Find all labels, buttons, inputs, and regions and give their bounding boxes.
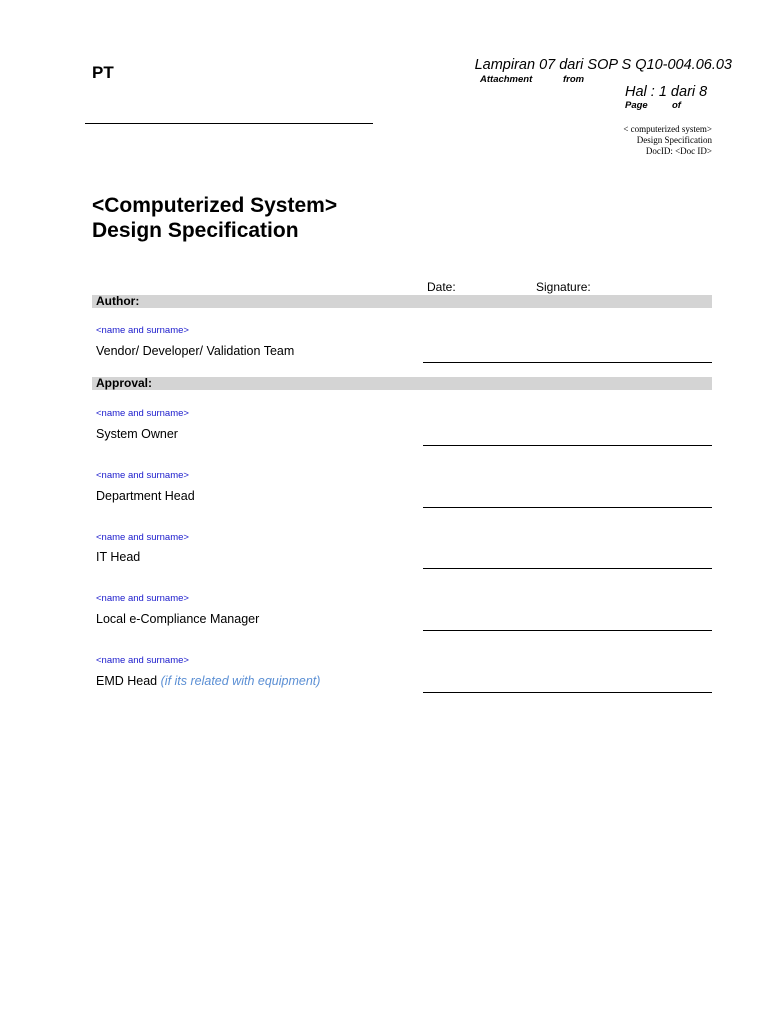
title-line-system: <Computerized System> [92,194,338,217]
department-head-name-placeholder[interactable]: <name and surname> [96,470,189,481]
company-underline [85,123,373,124]
compliance-manager-name-placeholder[interactable]: <name and surname> [96,593,189,604]
it-head-role: IT Head [96,550,141,564]
author-name-placeholder[interactable]: <name and surname> [96,325,189,336]
author-section-bar [92,295,712,308]
department-head-role: Department Head [96,489,195,503]
meta-doc-id: DocID: <Doc ID> [645,146,712,156]
emd-head-role: EMD Head [96,674,158,688]
system-owner-signature-line[interactable] [423,445,712,446]
author-heading: Author: [96,294,140,308]
emd-head-signature-line[interactable] [423,692,712,693]
of-label: of [672,100,681,111]
approval-heading: Approval: [96,376,153,390]
compliance-manager-role: Local e-Compliance Manager [96,612,260,626]
page-number: Hal : 1 dari 8 [625,84,708,100]
emd-head-note: (if its related with equipment) [160,674,321,688]
system-owner-role: System Owner [96,427,178,441]
it-head-name-placeholder[interactable]: <name and surname> [96,532,189,543]
it-head-signature-line[interactable] [423,568,712,569]
author-signature-line[interactable] [423,362,712,363]
attachment-label: Attachment [480,74,533,85]
author-role: Vendor/ Developer/ Validation Team [96,344,295,358]
meta-document: Design Specification [636,135,712,145]
attachment-reference: Lampiran 07 dari SOP S Q10-004.06.03 [474,57,732,73]
emd-head-name-placeholder[interactable]: <name and surname> [96,655,189,666]
system-owner-name-placeholder[interactable]: <name and surname> [96,408,189,419]
department-head-signature-line[interactable] [423,507,712,508]
meta-system: < computerized system> [623,124,712,134]
from-label: from [563,74,585,85]
emd-head-role-line [96,674,320,688]
signature-column-header: Signature: [536,280,591,294]
date-column-header: Date: [427,280,456,294]
document-title [92,193,337,243]
page-label: Page [625,100,648,111]
company-name: PT [92,63,114,82]
approval-section-bar [92,377,712,390]
title-line-spec: Design Specification [92,219,299,242]
compliance-manager-signature-line[interactable] [423,630,712,631]
